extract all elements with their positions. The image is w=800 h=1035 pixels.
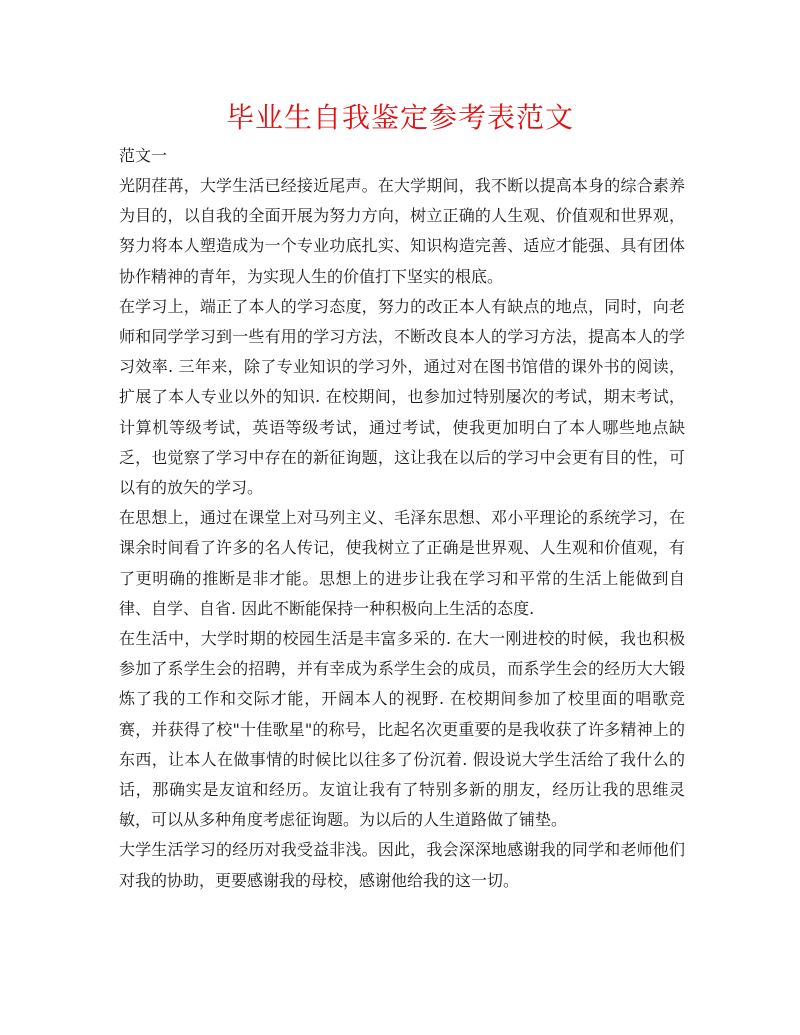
paragraph-thought: 在思想上，通过在课堂上对马列主义、毛泽东思想、邓小平理论的系统学习，在课余时间看了许多的名人传记，使我树立了正确是世界观、人生观和价值观，有了更明确的推断是非才能。思想上的进步让我在学习和平常的生活上能做到自律、自学、自省. 因此不断能保持一种积极向上生活的态度. [119,508,685,618]
paragraph-conclusion: 大学生活学习的经历对我受益非浅。因此，我会深深地感谢我的同学和老师他们对我的协助，更要感谢我的母校，感谢他给我的这一切。 [119,840,685,890]
paragraph-intro: 光阴荏苒，大学生活已经接近尾声。在大学期间，我不断以提高本身的综合素养为目的，以自我的全面开展为努力方向，树立正确的人生观、价值观和世界观，努力将本人塑造成为一个专业功底扎实、知识构造完善、适应才能强、具有团体协作精神的青年，为实现人生的价值打下坚实的根底。 [119,176,685,286]
paragraph-study: 在学习上，端正了本人的学习态度，努力的改正本人有缺点的地点，同时，向老师和同学学习到一些有用的学习方法，不断改良本人的学习方法，提高本人的学习效率. 三年来，除了专业知识的学习外，通过对在图书馆借的课外书的阅读，扩展了本人专业以外的知识. 在校期间，也参加过特别屡次的考试，期末考试，计算机等级考试，英语等级考试，通过考试，使我更加明白了本人哪些地点缺乏，也觉察了学习中存在的新征询题，这让我在以后的学习中会更有目的性，可以有的放矢的学习。 [119,296,685,498]
document-title: 毕业生自我鉴定参考表范文 [225,101,574,134]
document-body [119,141,685,896]
section-label: 范文一 [119,146,168,165]
paragraph-life: 在生活中，大学时期的校园生活是丰富多采的. 在大一刚进校的时候，我也积极参加了系学生会的招聘，并有幸成为系学生会的成员，而系学生会的经历大大锻炼了我的工作和交际才能，开阔本人的视野. 在校期间参加了校里面的唱歌竞赛，并获得了校"十佳歌星"的称号，比起名次更重要的是我收获了许多精神上的东西，让本人在做事情的时候比以往多了份沉着. 假设说大学生活给了我什么的话，那确实是友谊和经历。友谊让我有了特别多新的朋友，经历让我的思维灵敏，可以从多种角度考虑征询题。为以后的人生道路做了铺垫。 [119,629,685,830]
